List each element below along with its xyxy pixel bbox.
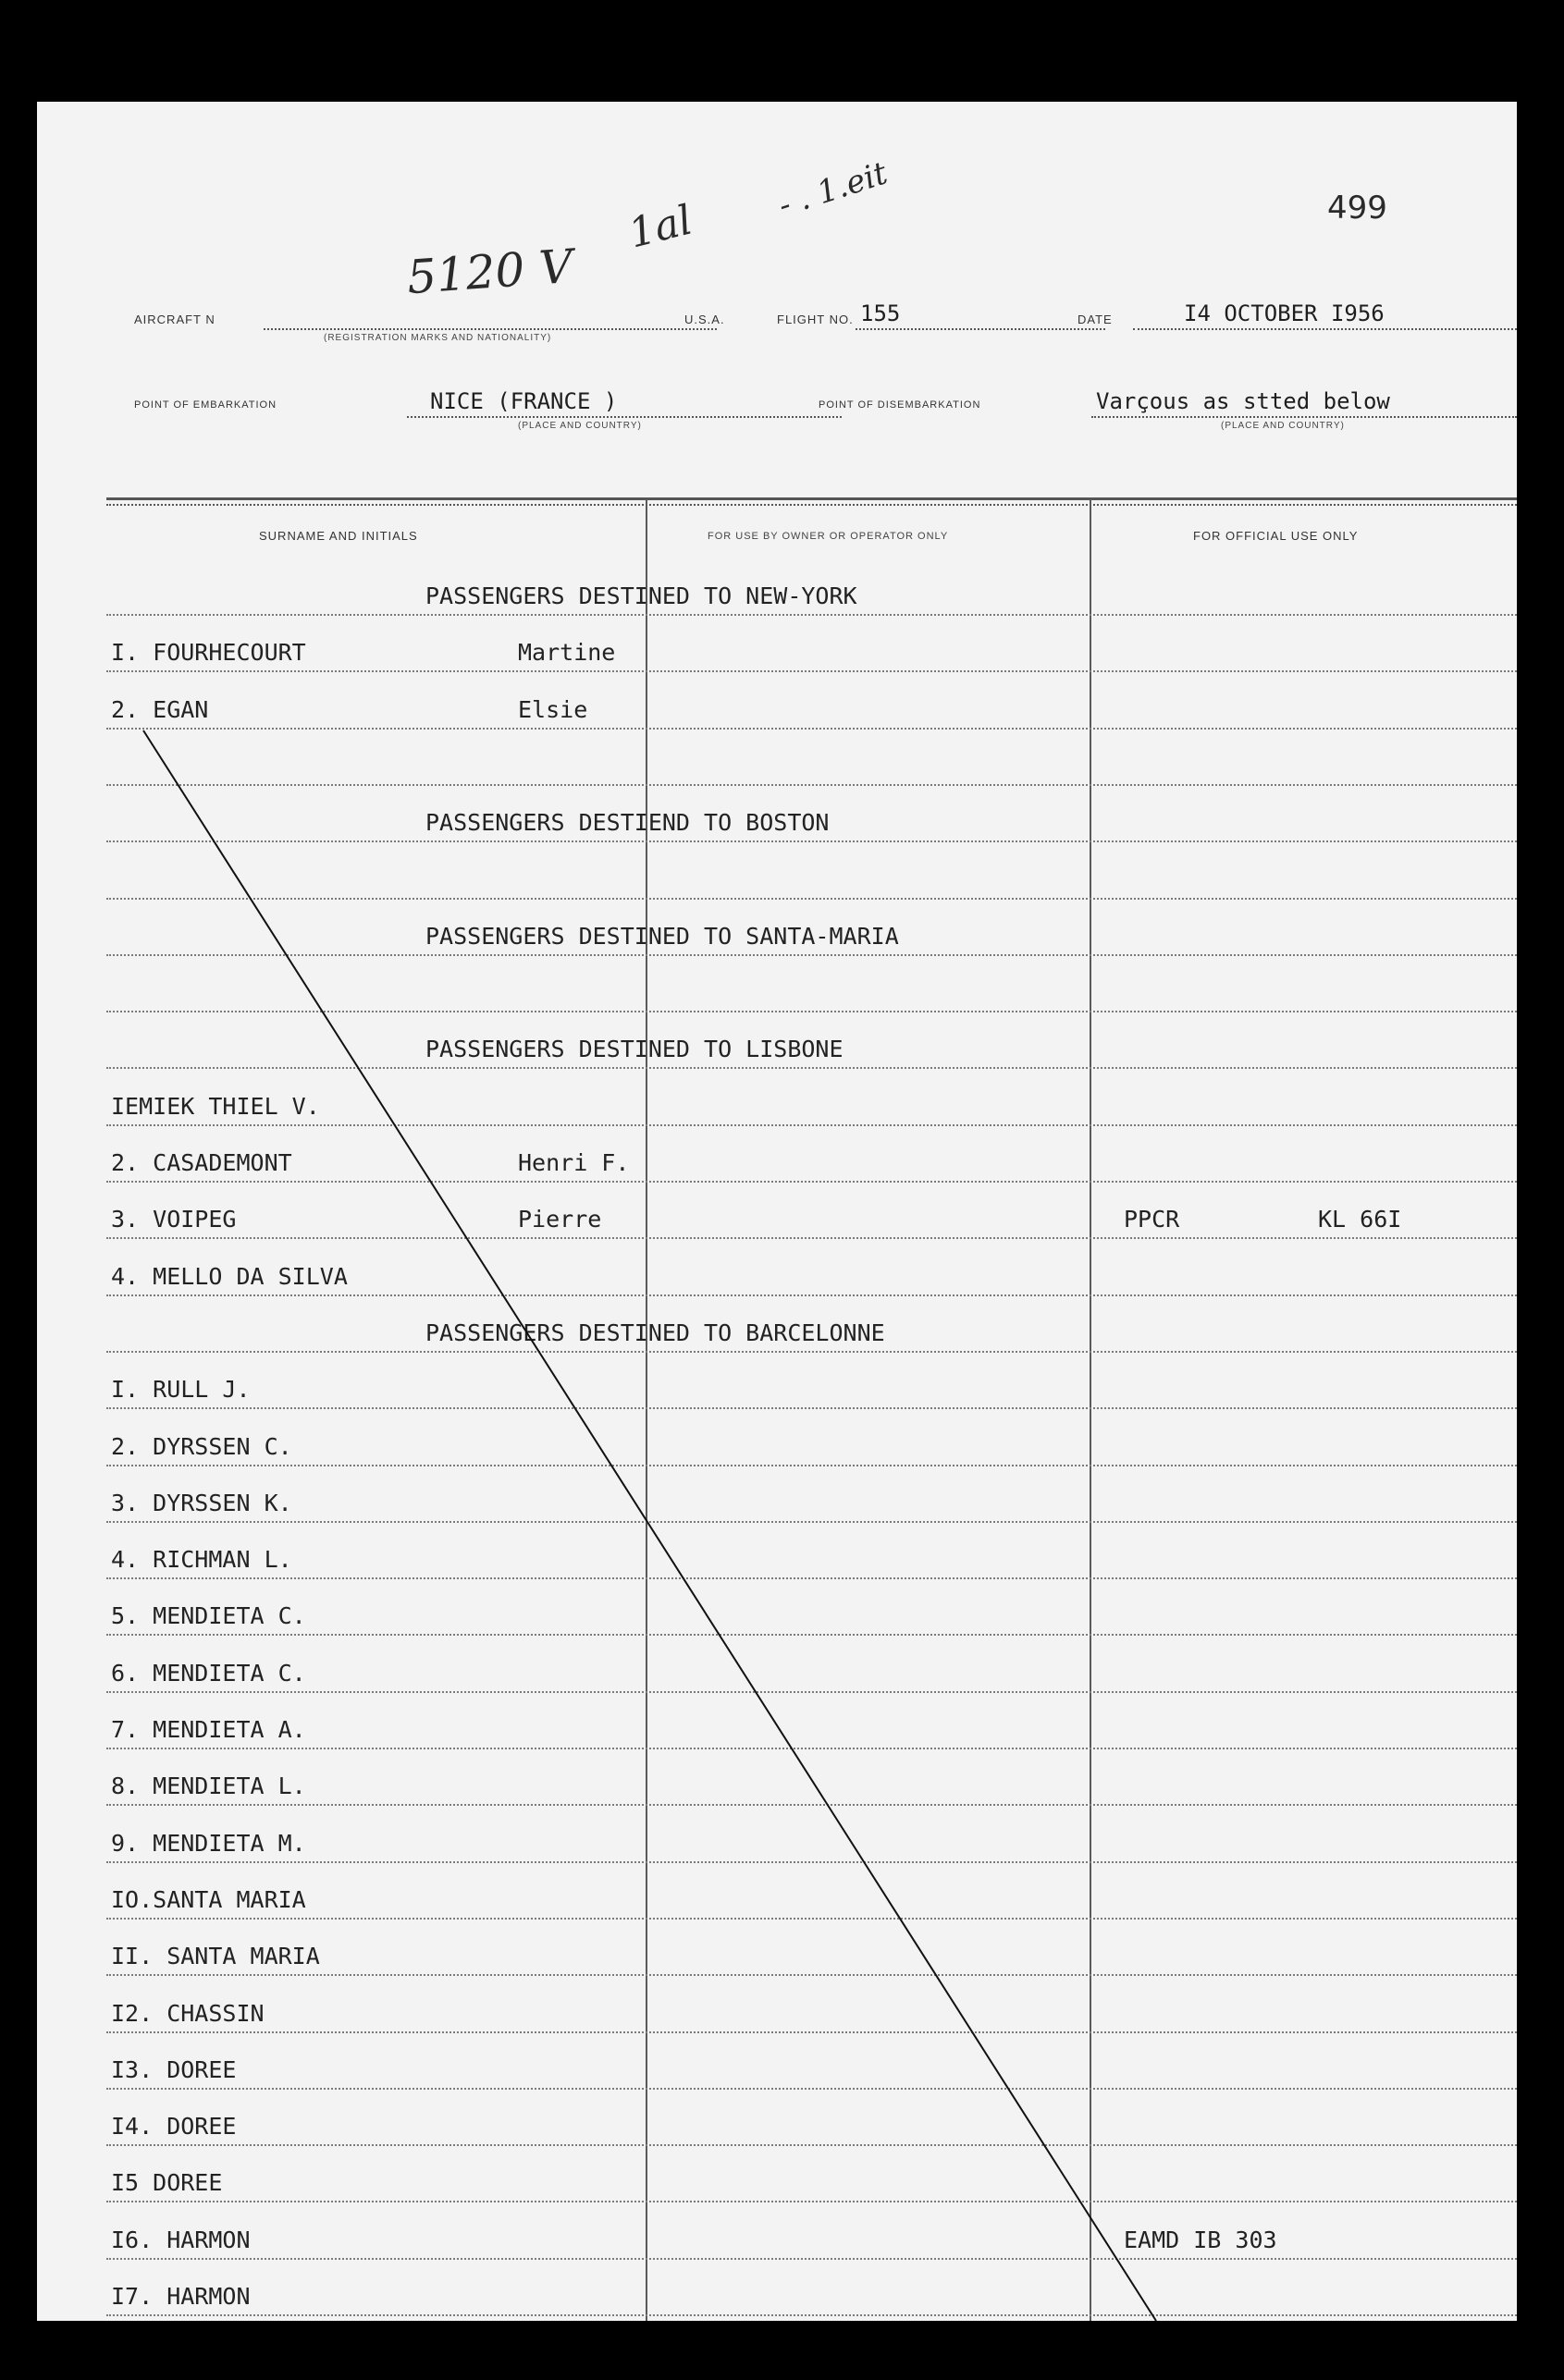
disembarkation-label: POINT OF DISEMBARKATION [819,399,981,411]
cancellation-stroke [37,102,1517,2321]
column-header-surname: SURNAME AND INITIALS [259,529,418,543]
date-label: DATE [1078,313,1113,326]
passenger-surname: IO.SANTA MARIA [111,1885,306,1913]
official-note: PPCR [1124,1206,1180,1233]
passenger-surname: I. FOURHECOURT [111,639,306,667]
flight-number: 155 [860,301,901,326]
handwritten-aircraft-number: 5120 V [405,239,575,305]
passenger-surname: I2. CHASSIN [111,1999,265,2027]
destination-heading: PASSENGERS DESTINED TO SANTA-MARIA [425,922,899,950]
registration-caption: (REGISTRATION MARKS AND NATIONALITY) [324,333,552,343]
passenger-surname: 8. MENDIETA L. [111,1773,306,1800]
column-header-owner: FOR USE BY OWNER OR OPERATOR ONLY [708,531,949,542]
passenger-surname: I6. HARMON [111,2226,251,2253]
embarkation-label: POINT OF EMBARKATION [134,399,277,411]
disembarkation-caption: (PLACE AND COUNTRY) [1221,421,1345,431]
passenger-surname: 6. MENDIETA C. [111,1659,306,1687]
passenger-first-name: Elsie [518,695,588,723]
passenger-surname: IEMIEK THIEL V. [111,1092,320,1120]
passenger-surname: 4. RICHMAN L. [111,1546,292,1574]
passenger-first-name: Martine [518,639,616,667]
passenger-surname: 3. VOIPEG [111,1206,237,1233]
passenger-surname: 9. MENDIETA M. [111,1829,306,1857]
page-number: 499 [1327,190,1387,227]
passenger-surname: 5. MENDIETA C. [111,1602,306,1630]
destination-heading: PASSENGERS DESTIEND TO BOSTON [425,809,830,837]
passenger-surname: I3. DOREE [111,2055,237,2083]
passenger-first-name: Pierre [518,1206,602,1233]
passenger-surname: I4. DOREE [111,2113,237,2141]
column-header-official: FOR OFFICIAL USE ONLY [1193,529,1359,543]
destination-heading: PASSENGERS DESTINED TO LISBONE [425,1036,844,1063]
passenger-surname: 7. MENDIETA A. [111,1716,306,1743]
destination-heading: PASSENGERS DESTINED TO BARCELONNE [425,1319,885,1346]
handwritten-note-1: 1al [623,196,697,258]
manifest-sheet [37,102,1517,2321]
passenger-surname: 4. MELLO DA SILVA [111,1262,348,1290]
embarkation-caption: (PLACE AND COUNTRY) [518,421,642,431]
nationality: U.S.A. [684,313,725,326]
aircraft-label: AIRCRAFT N [134,313,216,326]
passenger-surname: 3. DYRSSEN K. [111,1489,292,1516]
passenger-surname: II. SANTA MARIA [111,1943,320,1970]
embarkation-point: NICE (FRANCE ) [430,388,618,414]
passenger-first-name: Henri F. [518,1149,630,1176]
official-note: EAMD IB 303 [1124,2226,1277,2253]
handwritten-note-2: - . 1.eit [773,154,893,225]
passenger-surname: 2. CASADEMONT [111,1149,292,1176]
flight-label: FLIGHT NO. [777,313,854,326]
disembarkation-point: Varçous as stted below [1096,388,1390,414]
passenger-surname: 2. EGAN [111,695,209,723]
passenger-surname: I5 DOREE [111,2169,223,2197]
passenger-surname: 2. DYRSSEN C. [111,1432,292,1460]
passenger-surname: I. RULL J. [111,1376,251,1404]
passenger-surname: I7. HARMON [111,2283,251,2310]
flight-date: I4 OCTOBER I956 [1184,301,1385,326]
official-note-2: KL 66I [1318,1206,1402,1233]
destination-heading: PASSENGERS DESTINED TO NEW-YORK [425,583,857,609]
